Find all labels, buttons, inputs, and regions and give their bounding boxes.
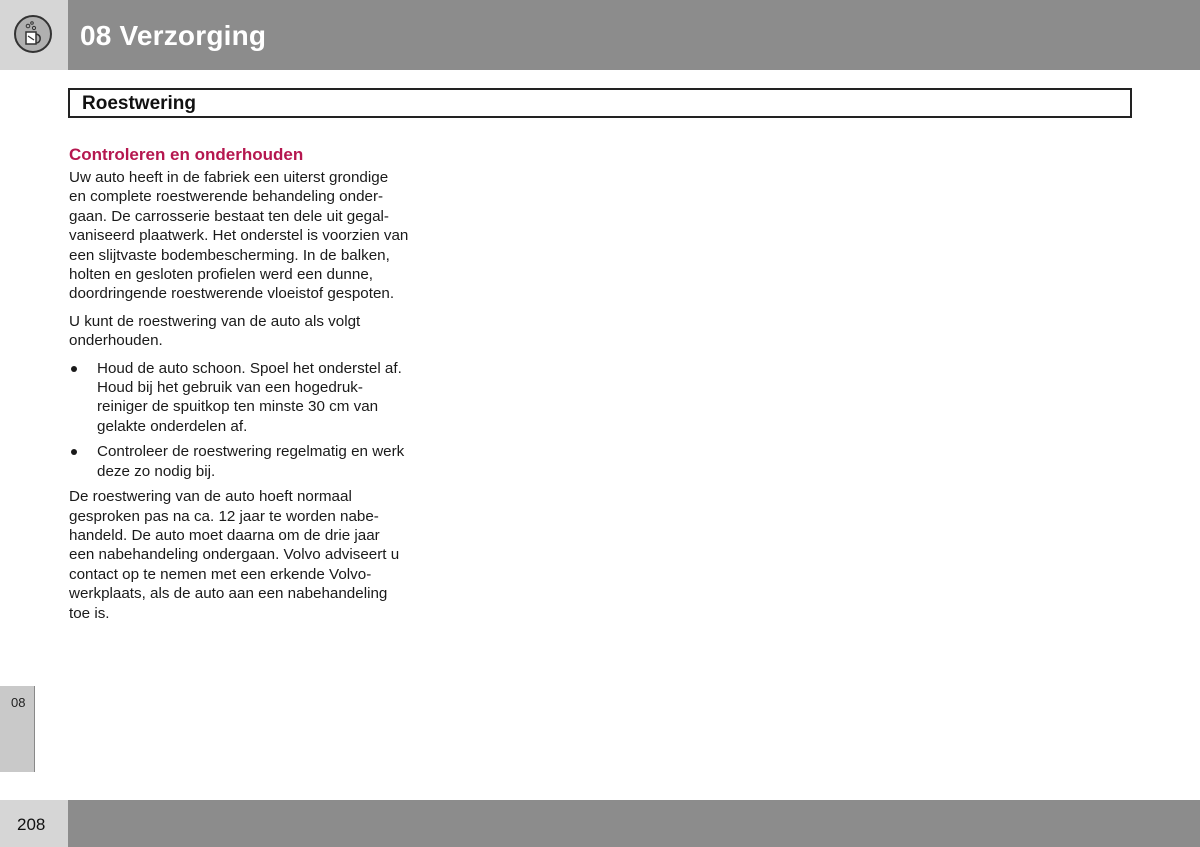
car-care-icon (13, 14, 53, 54)
content-column (69, 144, 409, 631)
section-title: Roestwering (82, 93, 197, 114)
bullet-list (69, 359, 409, 481)
section-header-box (68, 88, 1132, 118)
paragraph-aftertreatment: De roestwering van de auto hoeft normaal gesproken pas na ca. 12 jaar te worden nabe-handeld. De auto moet daarna om de drie jaar een nabehandeling ondergaan. Volvo adviseert u contact op te nemen met een erkende Volvo-werkplaats, als de auto aan een nabehandeling toe is. (69, 488, 400, 622)
chapter-title: 08 Verzorging (80, 20, 267, 51)
list-item (69, 359, 409, 437)
paragraph-intro: Uw auto heeft in de fabriek een uiterst grondige en complete roestwerende behandeling onder-gaan. De carrosserie bestaat ten dele uit gegal-vaniseerd plaatwerk. Het onderstel is voorzien van een slijtvaste bodembescherming. In de balken, holten en gesloten profielen werd een dunne, doordringende roestwerende vloeistof gespoten. (69, 169, 409, 303)
bullet-icon (71, 366, 77, 372)
paragraph-maintenance: U kunt de roestwering van de auto als volgt onderhouden. (69, 312, 361, 350)
list-item (69, 442, 409, 481)
side-tab-label: 08 (11, 695, 26, 710)
header-icon-area (0, 0, 68, 70)
page-number: 208 (17, 815, 46, 834)
chapter-side-tab (0, 686, 35, 772)
list-item-text: Controleer de roestwering regelmatig en werk deze zo nodig bij. (97, 443, 405, 480)
subheading: Controleren en onderhouden (69, 145, 304, 164)
bullet-icon (71, 449, 77, 455)
list-item-text: Houd de auto schoon. Spoel het onderstel af. Houd bij het gebruik van een hogedruk-reiniger de spuitkop ten minste 30 cm van gelakte onderdelen af. (97, 359, 402, 435)
footer-bar (68, 800, 1200, 847)
